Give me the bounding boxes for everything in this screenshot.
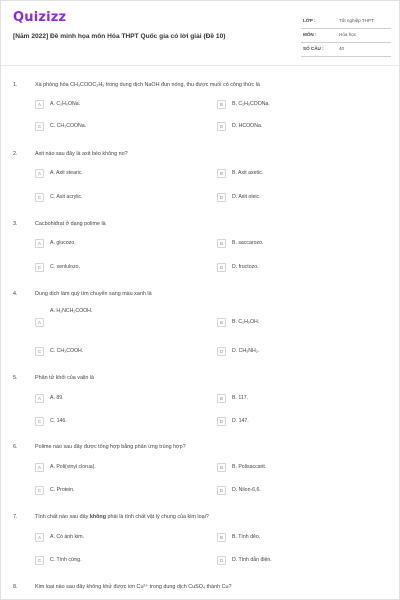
meta-key: SỐ CÂU : xyxy=(303,46,324,51)
option-text: D. CH₃NH₂. xyxy=(232,348,260,354)
option-text: B. Axit axetic. xyxy=(232,170,264,176)
header-divider xyxy=(1,65,400,66)
option-letter-badge: D xyxy=(217,263,226,272)
option-text: D. fructozo. xyxy=(232,264,259,270)
option-letter-badge: B xyxy=(217,394,226,403)
option-letter-badge: C xyxy=(35,556,44,565)
meta-table xyxy=(301,15,391,57)
option-text: C. xenlulozo. xyxy=(50,264,80,270)
option-text: B. 117. xyxy=(232,395,249,401)
option-text: B. C₂H₅COONa. xyxy=(232,101,270,107)
worksheet-title: [Năm 2022] Đề minh họa môn Hóa THPT Quốc gia có lời giải (Đề 10) xyxy=(13,33,226,40)
question-number: 3. xyxy=(13,221,18,227)
option-text: B. Tính dẻo. xyxy=(232,534,261,540)
option-letter-badge: D xyxy=(217,193,226,202)
option-letter-badge: A xyxy=(35,169,44,178)
option-text: C. Protein. xyxy=(50,487,75,493)
option-letter-badge: C xyxy=(35,486,44,495)
option-letter-badge: B xyxy=(217,100,226,109)
option-text: C. Tính cứng. xyxy=(50,557,82,563)
option-letter-badge: C xyxy=(35,193,44,202)
option-text: C. CH₃COONa. xyxy=(50,123,87,129)
question-text: Xà phòng hóa CH₃COOC₂H₅ trong dung dịch NaOH đun nóng, thu được muối có công thức là xyxy=(35,82,260,88)
meta-row-subject xyxy=(301,29,391,43)
question-text-part: Tính chất nào sau đây xyxy=(35,514,90,520)
meta-row-count xyxy=(301,43,391,57)
option-letter-badge: D xyxy=(217,417,226,426)
option-letter-badge: A xyxy=(35,239,44,248)
option-letter-badge: C xyxy=(35,263,44,272)
option-letter-badge: B xyxy=(217,463,226,472)
meta-key: MÔN : xyxy=(303,32,317,37)
option-text: C. CH₃COOH. xyxy=(50,348,84,354)
meta-key: LỚP : xyxy=(303,18,316,23)
option-text: C. Axit acrylic. xyxy=(50,194,83,200)
option-text: B. C₂H₅OH. xyxy=(232,319,260,325)
question-text xyxy=(35,514,375,520)
option-text: B. Polisaccarit. xyxy=(232,464,267,470)
option-text: A. Poli(vinyl clorua). xyxy=(50,464,96,470)
option-letter-badge: A xyxy=(35,533,44,542)
question-number: 7. xyxy=(13,514,18,520)
question-text-part: phải là tính chất vật lý chung của kim loại? xyxy=(106,514,209,520)
meta-row-class xyxy=(301,15,391,29)
option-letter-badge: A xyxy=(35,463,44,472)
option-text: A. H₂NCH₂COOH. xyxy=(50,308,93,314)
question-text: Phân tử khối của valin là xyxy=(35,375,95,381)
option-letter-badge: B xyxy=(217,533,226,542)
option-text: B. saccarozo. xyxy=(232,240,264,246)
question-number: 2. xyxy=(13,151,18,157)
option-text: D. Nilon-6,6. xyxy=(232,487,261,493)
question-number: 5. xyxy=(13,375,18,381)
meta-value: Tốt nghiệp THPT xyxy=(339,18,374,23)
option-letter-badge: A xyxy=(35,394,44,403)
option-letter-badge: B xyxy=(217,318,226,327)
meta-value: 40 xyxy=(339,46,345,51)
option-text: A. glucozo. xyxy=(50,240,76,246)
option-text: D. 147. xyxy=(232,418,249,424)
option-letter-badge: B xyxy=(217,169,226,178)
meta-value: Hóa học xyxy=(339,32,357,37)
option-letter-badge: A xyxy=(35,100,44,109)
question-number: 8. xyxy=(13,584,18,590)
question-number: 6. xyxy=(13,444,18,450)
option-letter-badge: A xyxy=(35,318,44,327)
option-letter-badge: D xyxy=(217,486,226,495)
question-number: 4. xyxy=(13,291,18,297)
option-text: D. Tính dẫn điện. xyxy=(232,557,272,563)
option-letter-badge: D xyxy=(217,556,226,565)
option-letter-badge: D xyxy=(217,122,226,131)
option-text: A. C₂H₅ONa. xyxy=(50,101,81,107)
option-letter-badge: D xyxy=(217,347,226,356)
question-number: 1. xyxy=(13,82,18,88)
option-text: A. Có ánh kim. xyxy=(50,534,85,540)
option-text: D. HCOONa. xyxy=(232,123,263,129)
option-text: D. Axit oleic. xyxy=(232,194,261,200)
question-text: Axit nào sau đây là axit béo không no? xyxy=(35,151,128,157)
question-text-emphasis: không xyxy=(89,514,107,520)
option-letter-badge: C xyxy=(35,417,44,426)
option-text: C. 146. xyxy=(50,418,67,424)
option-letter-badge: B xyxy=(217,239,226,248)
quizizz-logo[interactable]: Quizizz xyxy=(13,10,67,25)
question-text: Cacbohiđrat ở dạng polime là xyxy=(35,221,106,227)
question-text: Dung dịch làm quỳ tím chuyển sang màu xanh là xyxy=(35,291,152,297)
question-text: Kim loại nào sau đây không khử được ion Cu²⁺ trong dung dịch CuSO₄ thành Cu? xyxy=(35,584,232,590)
option-text: A. 89. xyxy=(50,395,64,401)
option-text: A. Axit stearic. xyxy=(50,170,83,176)
option-letter-badge: C xyxy=(35,122,44,131)
question-text: Polime nào sau đây được tổng hợp bằng phản ứng trùng hợp? xyxy=(35,444,186,450)
option-letter-badge: C xyxy=(35,347,44,356)
